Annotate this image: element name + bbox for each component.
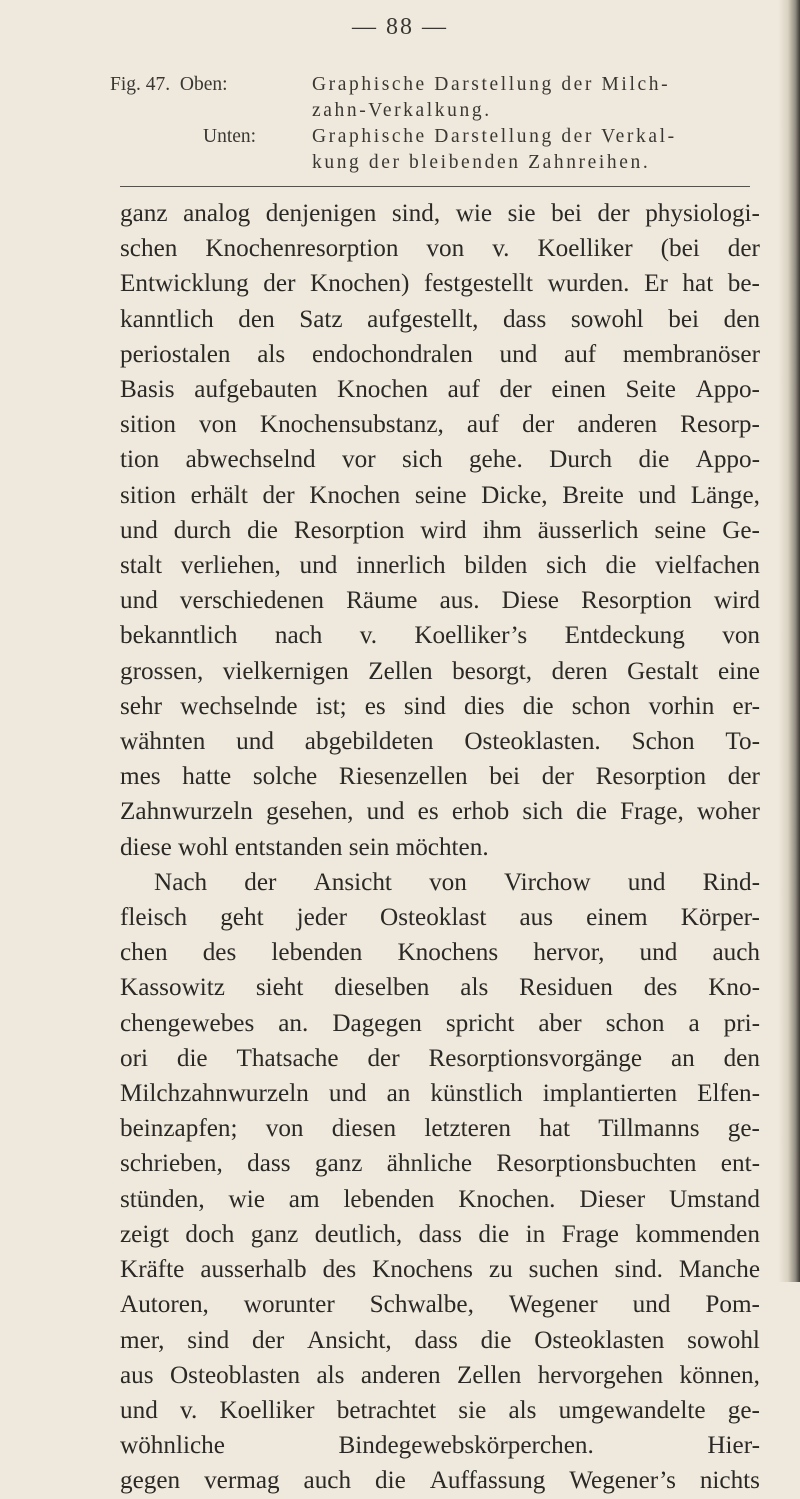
caption-row-bottom xyxy=(110,124,770,150)
text-line: aus Osteoblasten als anderen Zellen hervorgehen können, xyxy=(120,1361,760,1389)
text-line: wöhnliche Bindegewebskörperchen. Hier- xyxy=(120,1432,760,1460)
text-line: Kräfte ausserhalb des Knochens zu suchen sind. Manche xyxy=(120,1256,760,1284)
text-line: grossen, vielkernigen Zellen besorgt, deren Gestalt eine xyxy=(120,657,760,685)
text-line: Autoren, worunter Schwalbe, Wegener und Pom- xyxy=(120,1291,760,1319)
text-line: schen Knochenresorption von v. Koelliker (bei der xyxy=(120,235,760,263)
text-line: beinzapfen; von diesen letzteren hat Tillmanns ge- xyxy=(120,1115,760,1143)
text-line: periostalen als endochondralen und auf membranöser xyxy=(120,340,760,368)
bottom-label: Unten: xyxy=(203,126,257,147)
page-spine-shadow xyxy=(778,0,800,1282)
text-line: sehr wechselnde ist; es sind dies die schon vorhin er- xyxy=(120,692,760,720)
text-line: chen des lebenden Knochens hervor, und auch xyxy=(120,939,760,967)
text-line: stünden, wie am lebenden Knochen. Dieser Umstand xyxy=(120,1185,760,1213)
text-line: fleisch geht jeder Osteoklast aus einem Körper- xyxy=(120,904,760,932)
text-line: und verschiedenen Räume aus. Diese Resorption wird xyxy=(120,587,760,615)
page-number: — 88 — xyxy=(352,14,448,40)
text-line: Kassowitz sieht dieselben als Residuen des Kno- xyxy=(120,974,760,1002)
text-line: mer, sind der Ansicht, dass die Osteoklasten sowohl xyxy=(120,1326,760,1354)
text-line: mes hatte solche Riesenzellen bei der Resorption der xyxy=(120,763,760,791)
caption-row-top xyxy=(110,72,770,98)
body-text xyxy=(120,196,760,1499)
text-line: wähnten und abgebildeten Osteoklasten. Schon To- xyxy=(120,728,760,756)
text-line: sition erhält der Knochen seine Dicke, Breite und Länge, xyxy=(120,481,760,509)
text-line: und durch die Resorption wird ihm äusserlich seine Ge- xyxy=(120,516,760,544)
text-line: gegen vermag auch die Auffassung Wegener’s nichts xyxy=(120,1467,760,1495)
caption-bottom-text-2: kung der bleibenden Zahnreihen. xyxy=(312,152,651,173)
text-line: diese wohl entstanden sein möchten. xyxy=(120,833,489,861)
text-line: ganz analog denjenigen sind, wie sie bei der physiologi- xyxy=(120,200,760,227)
text-line: Milchzahnwurzeln und an künstlich implantierten Elfen- xyxy=(120,1080,760,1108)
text-line: Basis aufgebauten Knochen auf der einen Seite Appo- xyxy=(120,376,760,404)
caption-top-text-2: zahn-Verkalkung. xyxy=(312,100,492,121)
text-line: schrieben, dass ganz ähnliche Resorptionsbuchten ent- xyxy=(120,1150,760,1178)
text-line: zeigt doch ganz deutlich, dass die in Frage kommenden xyxy=(120,1220,760,1248)
text-line: Zahnwurzeln gesehen, und es erhob sich die Frage, woher xyxy=(120,798,760,826)
caption-divider xyxy=(120,186,750,187)
text-line: bekanntlich nach v. Koelliker’s Entdeckung von xyxy=(120,622,760,650)
text-line: kanntlich den Satz aufgestellt, dass sowohl bei den xyxy=(120,305,760,333)
caption-top-text-1: Graphische Darstellung der Milch- xyxy=(312,74,671,95)
text-line: Nach der Ansicht von Virchow und Rind- xyxy=(154,868,760,896)
text-line: und v. Koelliker betrachtet sie als umgewandelte ge- xyxy=(120,1396,760,1424)
figure-caption xyxy=(110,72,770,176)
text-line: ori die Thatsache der Resorptionsvorgänge an den xyxy=(120,1044,760,1072)
top-label: Oben: xyxy=(179,74,228,95)
text-line: chengewebes an. Dagegen spricht aber schon a pri- xyxy=(120,1009,760,1037)
caption-label-top xyxy=(110,72,312,98)
figure-label: Fig. 47. xyxy=(110,74,171,95)
text-line: tion abwechselnd vor sich gehe. Durch die Appo- xyxy=(120,446,760,474)
caption-bottom-text-1: Graphische Darstellung der Verkal- xyxy=(312,126,677,147)
text-line: stalt verliehen, und innerlich bilden sich die vielfachen xyxy=(120,552,760,580)
text-line: Entwicklung der Knochen) festgestellt wurden. Er hat be- xyxy=(120,270,760,298)
text-line: sition von Knochensubstanz, auf der anderen Resorp- xyxy=(120,411,760,439)
